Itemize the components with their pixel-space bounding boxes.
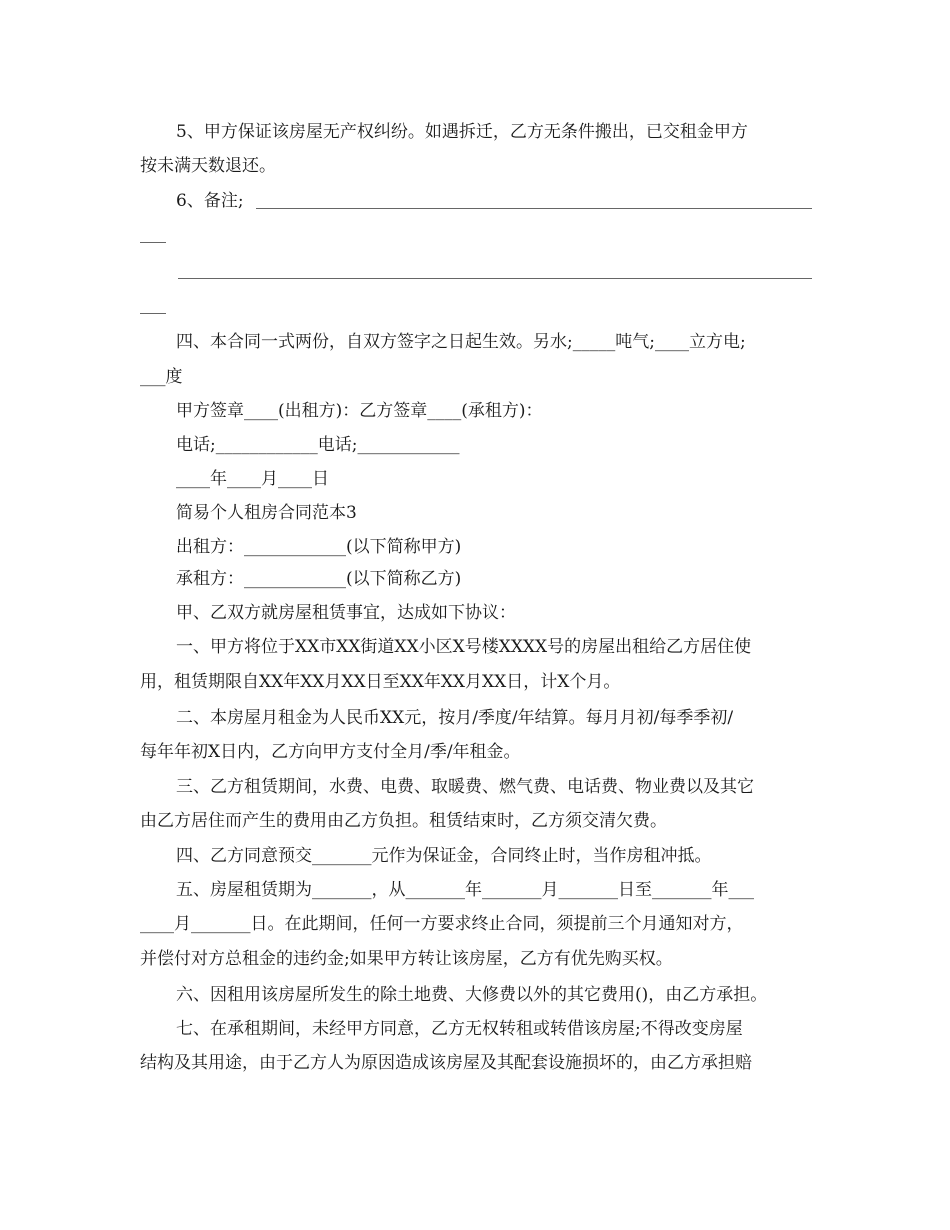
text-line: 并偿付对方总租金的违约金;如果甲方转让该房屋，乙方有优先购买权。 <box>140 949 673 969</box>
text-line: ____年____月____日 <box>176 469 329 489</box>
text-line: 电话;____________电话;____________ <box>176 435 460 455</box>
text-line: ____月_______日。在此期间，任何一方要求终止合同，须提前三个月通知对方， <box>140 914 744 934</box>
text-line: 按未满天数退还。 <box>140 156 276 176</box>
text-line: 六、因租用该房屋所发生的除土地费、大修费以外的其它费用()，由乙方承担。 <box>176 985 768 1005</box>
text-line: 二、本房屋月租金为人民币XX元，按月/季度/年结算。每月月初/每季季初/ <box>176 708 734 728</box>
text-line: 四、本合同一式两份，自双方签字之日起生效。另水;_____吨气;____立方电; <box>176 332 746 352</box>
text-line: 甲、乙双方就房屋租赁事宜，达成如下协议： <box>176 603 516 623</box>
text-line: 出租方：____________(以下简称甲方) <box>176 537 462 557</box>
text-line: 四、乙方同意预交_______元作为保证金，合同终止时，当作房租冲抵。 <box>176 846 712 866</box>
text-line: 承租方：____________(以下简称乙方) <box>176 569 462 589</box>
text-line: 甲方签章____(出租方)：乙方签章____(承租方)： <box>176 401 543 421</box>
text-line: 用，租赁期限自XX年XX月XX日至XX年XX月XX日，计X个月。 <box>140 672 621 692</box>
text-line: 5、甲方保证该房屋无产权纠纷。如遇拆迁，乙方无条件搬出，已交租金甲方 <box>176 122 748 142</box>
text-line: 简易个人租房合同范本3 <box>176 503 357 523</box>
text-line: 由乙方居住而产生的费用由乙方负担。租赁结束时，乙方须交清欠费。 <box>140 811 667 831</box>
remark-underline <box>256 208 812 209</box>
remark-underline <box>140 242 166 243</box>
text-line: 五、房屋租赁期为_______，从_______年_______月_______日至_______年___ <box>176 880 754 900</box>
text-line: ___度 <box>140 367 183 387</box>
text-line: 七、在承租期间，未经甲方同意，乙方无权转租或转借该房屋;不得改变房屋 <box>176 1019 743 1039</box>
remark-underline <box>178 278 812 279</box>
text-line: 结构及其用途，由于乙方人为原因造成该房屋及其配套设施损坏的，由乙方承担赔 <box>140 1053 752 1073</box>
text-line: 6、备注; <box>176 191 244 211</box>
text-line: 三、乙方租赁期间，水费、电费、取暖费、燃气费、电话费、物业费以及其它 <box>176 777 754 797</box>
remark-underline <box>140 313 166 314</box>
text-line: 每年年初X日内，乙方向甲方支付全月/季/年租金。 <box>140 742 521 762</box>
text-line: 一、甲方将位于XX市XX街道XX小区X号楼XXXX号的房屋出租给乙方居住使 <box>176 637 752 657</box>
